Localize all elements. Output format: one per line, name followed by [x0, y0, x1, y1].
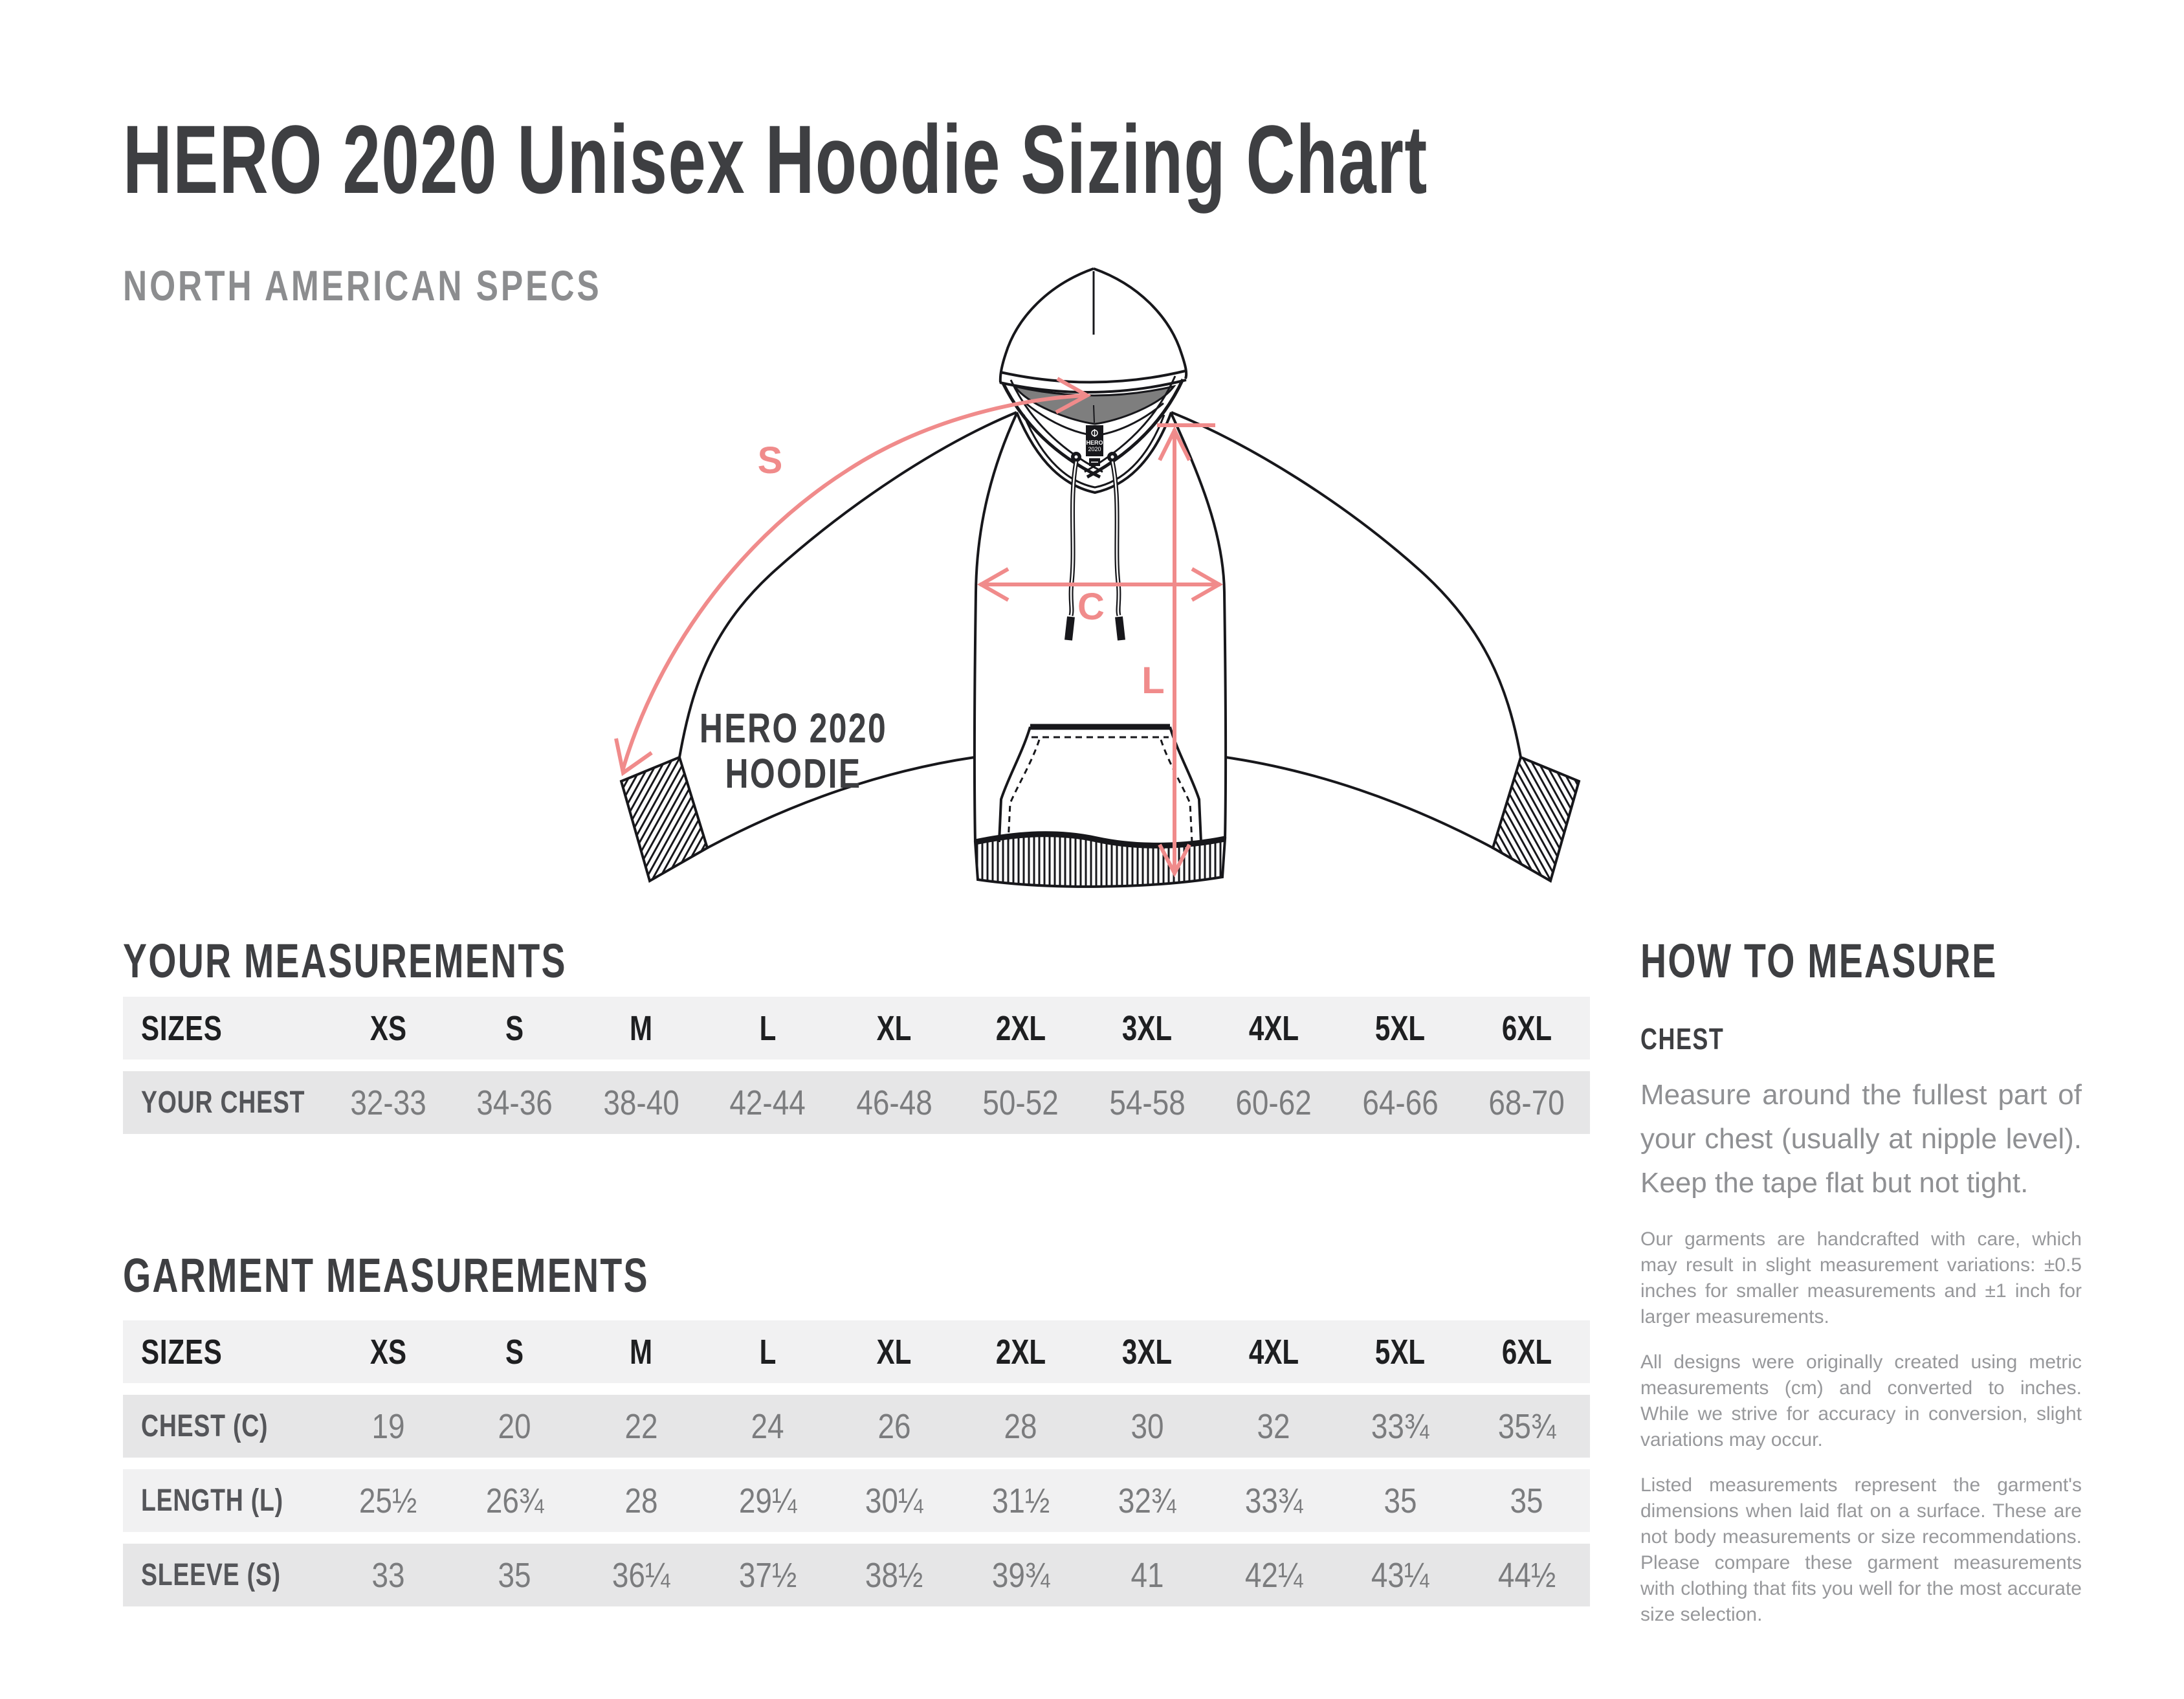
measurement-table	[123, 1309, 1590, 1618]
row-label	[123, 1071, 325, 1134]
size-column-header-label: S	[505, 1008, 524, 1048]
row-label-label: YOUR CHEST	[141, 1085, 305, 1120]
measurement-cell-label: 34-36	[476, 1083, 553, 1122]
sizes-column-header-label: SIZES	[141, 1008, 223, 1048]
measurement-cell	[1464, 1395, 1591, 1458]
sizes-column-header	[123, 997, 325, 1060]
size-column-header-label: L	[759, 1332, 777, 1371]
size-column-header	[1211, 1320, 1338, 1383]
measurement-cell-label: 32-33	[350, 1083, 426, 1122]
measurement-cell	[1464, 1469, 1591, 1532]
size-column-header-label: M	[630, 1008, 653, 1048]
measurement-cell-label: 38-40	[603, 1083, 679, 1122]
how-to-measure-subheading: CHEST	[1640, 1022, 1725, 1056]
measurement-cell-label: 42¼	[1244, 1555, 1303, 1595]
row-label-label: SLEEVE (S)	[141, 1558, 281, 1592]
measurement-cell	[958, 1395, 1085, 1458]
measurement-cell-label: 26¾	[485, 1481, 544, 1520]
size-column-header-label: 6XL	[1501, 1332, 1552, 1371]
size-column-header	[1211, 997, 1338, 1060]
measurement-cell	[1084, 1544, 1211, 1606]
measurement-cell-label: 43¼	[1371, 1555, 1429, 1595]
measurement-cell-label: 46-48	[856, 1083, 932, 1122]
note-paragraph: Listed measurements represent the garment's dimensions when laid flat on a surface. These are not body measurements or size recommendations. Please compare these garment measurements with clothing that fits you well for the most accurate size selection.	[1640, 1474, 2082, 1625]
hem-ribbing	[975, 834, 1225, 887]
measurement-cell-label: 68-70	[1488, 1083, 1565, 1122]
measurement-cell	[1211, 1071, 1338, 1134]
measurement-cell	[1337, 1395, 1464, 1458]
measurement-cell	[578, 1395, 705, 1458]
hoodie-svg	[602, 256, 1611, 909]
measurement-cell	[831, 1395, 958, 1458]
sleeve-arrow-label: S	[757, 439, 783, 482]
size-column-header	[578, 997, 705, 1060]
how-to-measure-heading: HOW TO MEASURE	[1640, 934, 1998, 988]
measurement-cell-label: 35	[1510, 1481, 1543, 1520]
measurement-cell-label: 42-44	[729, 1083, 806, 1122]
measurement-cell-label: 64-66	[1362, 1083, 1439, 1122]
size-column-header-label: 2XL	[995, 1332, 1046, 1371]
torso	[975, 414, 1226, 842]
measurement-cell-label: 20	[498, 1406, 531, 1446]
table-row	[123, 1071, 1590, 1134]
row-label	[123, 1395, 325, 1458]
measurement-cell	[1084, 1071, 1211, 1134]
size-column-header	[1337, 997, 1464, 1060]
measurement-cell	[958, 1071, 1085, 1134]
kangaroo-pocket	[999, 727, 1201, 842]
size-column-header	[1464, 1320, 1591, 1383]
sleeve-left	[621, 412, 1017, 881]
neck-tag-line2: 2020	[1088, 446, 1101, 452]
hoodie-illustration	[602, 256, 1611, 909]
measurement-notes	[1640, 1227, 2082, 1647]
size-column-header	[578, 1320, 705, 1383]
measurement-cell	[1337, 1544, 1464, 1606]
size-column-header	[831, 997, 958, 1060]
chest-arrow-label: C	[1077, 586, 1105, 628]
cuff-right	[1493, 757, 1579, 881]
measurement-cell-label: 32	[1257, 1406, 1290, 1446]
size-column-header	[1084, 997, 1211, 1060]
measurement-cell-label: 41	[1131, 1555, 1164, 1595]
measurement-cell	[325, 1544, 452, 1606]
size-column-header	[452, 997, 579, 1060]
measurement-cell	[1337, 1469, 1464, 1532]
table-header-row	[123, 997, 1590, 1060]
measurement-cell	[325, 1071, 452, 1134]
your-measurements-table	[123, 997, 1590, 1146]
product-label	[700, 705, 887, 797]
measurement-cell-label: 39¾	[991, 1555, 1050, 1595]
size-column-header-label: 4XL	[1248, 1008, 1299, 1048]
measurement-cell	[452, 1469, 579, 1532]
measurement-cell	[705, 1395, 832, 1458]
size-column-header-label: 5XL	[1375, 1008, 1426, 1048]
measurement-cell-label: 28	[1004, 1406, 1037, 1446]
measurement-cell-label: 26	[877, 1406, 911, 1446]
note-paragraph: All designs were originally created using metric measurements (cm) and converted to inches. While we strive for accuracy in conversion, slight variations may occur.	[1640, 1351, 2082, 1450]
measurement-cell	[1337, 1071, 1464, 1134]
size-column-header	[325, 1320, 452, 1383]
neck-tag	[1086, 425, 1103, 466]
measurement-cell	[831, 1469, 958, 1532]
size-column-header-label: 2XL	[995, 1008, 1046, 1048]
size-column-header-label: XS	[370, 1332, 406, 1371]
measurement-cell	[452, 1544, 579, 1606]
measurement-cell	[1464, 1071, 1591, 1134]
size-column-header-label: 3XL	[1122, 1008, 1173, 1048]
measurement-cell-label: 44½	[1497, 1555, 1556, 1595]
length-arrow-label: L	[1142, 660, 1165, 702]
measurement-cell-label: 25½	[359, 1481, 417, 1520]
measurement-cell-label: 33¾	[1371, 1406, 1429, 1446]
measurement-cell	[578, 1469, 705, 1532]
size-column-header-label: XL	[876, 1008, 912, 1048]
measurement-cell-label: 33¾	[1244, 1481, 1303, 1520]
sleeve-right	[1171, 412, 1579, 881]
size-column-header-label: S	[505, 1332, 524, 1371]
size-column-header-label: 3XL	[1122, 1332, 1173, 1371]
measurement-cell	[831, 1071, 958, 1134]
size-column-header	[1337, 1320, 1464, 1383]
measurement-cell	[325, 1395, 452, 1458]
your-measurements-heading: YOUR MEASUREMENTS	[123, 934, 567, 988]
measurement-cell-label: 60-62	[1235, 1083, 1312, 1122]
size-column-header	[831, 1320, 958, 1383]
note-paragraph: Our garments are handcrafted with care, which may result in slight measurement variations: ±0.5 inches for smaller measurements and ±1 inch for larger measurements.	[1640, 1228, 2082, 1327]
measurement-cell-label: 28	[624, 1481, 658, 1520]
size-column-header	[325, 997, 452, 1060]
size-column-header-label: XS	[370, 1008, 406, 1048]
measurement-cell	[1464, 1544, 1591, 1606]
measurement-cell-label: 29¼	[738, 1481, 797, 1520]
size-column-header	[1464, 997, 1591, 1060]
row-label	[123, 1544, 325, 1606]
size-column-header-label: L	[759, 1008, 777, 1048]
table-row	[123, 1544, 1590, 1606]
neck-tag-line1: HERO	[1086, 439, 1103, 446]
measurement-cell	[1211, 1544, 1338, 1606]
measurement-cell-label: 24	[751, 1406, 784, 1446]
measurement-cell-label: 31½	[991, 1481, 1050, 1520]
table-row	[123, 1469, 1590, 1532]
cuff-left	[621, 757, 707, 881]
size-column-header	[452, 1320, 579, 1383]
measurement-cell-label: 36¼	[612, 1555, 670, 1595]
measurement-table	[123, 985, 1590, 1146]
measurement-cell	[831, 1544, 958, 1606]
table-row	[123, 1395, 1590, 1458]
size-column-header-label: 5XL	[1375, 1332, 1426, 1371]
measurement-cell	[705, 1544, 832, 1606]
size-column-header	[1084, 1320, 1211, 1383]
measurement-cell	[452, 1071, 579, 1134]
measurement-cell-label: 30¼	[865, 1481, 923, 1520]
measurement-cell	[958, 1544, 1085, 1606]
measurement-cell-label: 54-58	[1109, 1083, 1186, 1122]
page-subtitle: NORTH AMERICAN SPECS	[123, 261, 602, 309]
measurement-cell	[452, 1395, 579, 1458]
size-column-header-label: M	[630, 1332, 653, 1371]
measurement-cell	[1211, 1395, 1338, 1458]
page-title: HERO 2020 Unisex Hoodie Sizing Chart	[123, 105, 1428, 214]
sizes-column-header-label: SIZES	[141, 1332, 223, 1371]
measurement-cell	[325, 1469, 452, 1532]
table-header-row	[123, 1320, 1590, 1383]
measurement-cell	[578, 1544, 705, 1606]
measurement-cell	[958, 1469, 1085, 1532]
size-column-header	[958, 1320, 1085, 1383]
measurement-cell	[578, 1071, 705, 1134]
size-column-header-label: XL	[876, 1332, 912, 1371]
product-label-line1: HERO 2020	[699, 705, 888, 752]
measurement-cell	[705, 1469, 832, 1532]
sizes-column-header	[123, 1320, 325, 1383]
measurement-cell	[1084, 1469, 1211, 1532]
measurement-cell-label: 22	[624, 1406, 658, 1446]
measurement-cell-label: 32¾	[1118, 1481, 1176, 1520]
size-column-header	[958, 997, 1085, 1060]
product-label-line2: HOODIE	[725, 751, 862, 797]
garment-measurements-table	[123, 1320, 1590, 1618]
row-label	[123, 1469, 325, 1532]
measurement-cell	[1211, 1469, 1338, 1532]
arrow-labels	[758, 439, 1165, 702]
measurement-arrows	[616, 379, 1220, 874]
measurement-cell-label: 38½	[865, 1555, 923, 1595]
size-column-header	[705, 997, 832, 1060]
measurement-cell-label: 37½	[738, 1555, 797, 1595]
measurement-cell-label: 30	[1131, 1406, 1164, 1446]
row-label-label: CHEST (C)	[141, 1409, 269, 1443]
measurement-cell-label: 35¾	[1497, 1406, 1556, 1446]
measurement-cell-label: 35	[1384, 1481, 1417, 1520]
measurement-cell	[1084, 1395, 1211, 1458]
how-to-measure-body: Measure around the fullest part of your chest (usually at nipple level). Keep the tape flat but not tight.	[1640, 1079, 2082, 1199]
measurement-cell-label: 35	[498, 1555, 531, 1595]
size-column-header	[705, 1320, 832, 1383]
measurement-cell-label: 19	[371, 1406, 405, 1446]
garment-measurements-heading: GARMENT MEASUREMENTS	[123, 1249, 649, 1302]
size-column-header-label: 4XL	[1248, 1332, 1299, 1371]
row-label-label: LENGTH (L)	[141, 1483, 283, 1518]
size-column-header-label: 6XL	[1501, 1008, 1552, 1048]
measurement-cell-label: 50-52	[982, 1083, 1059, 1122]
measurement-cell-label: 33	[371, 1555, 405, 1595]
measurement-cell	[705, 1071, 832, 1134]
